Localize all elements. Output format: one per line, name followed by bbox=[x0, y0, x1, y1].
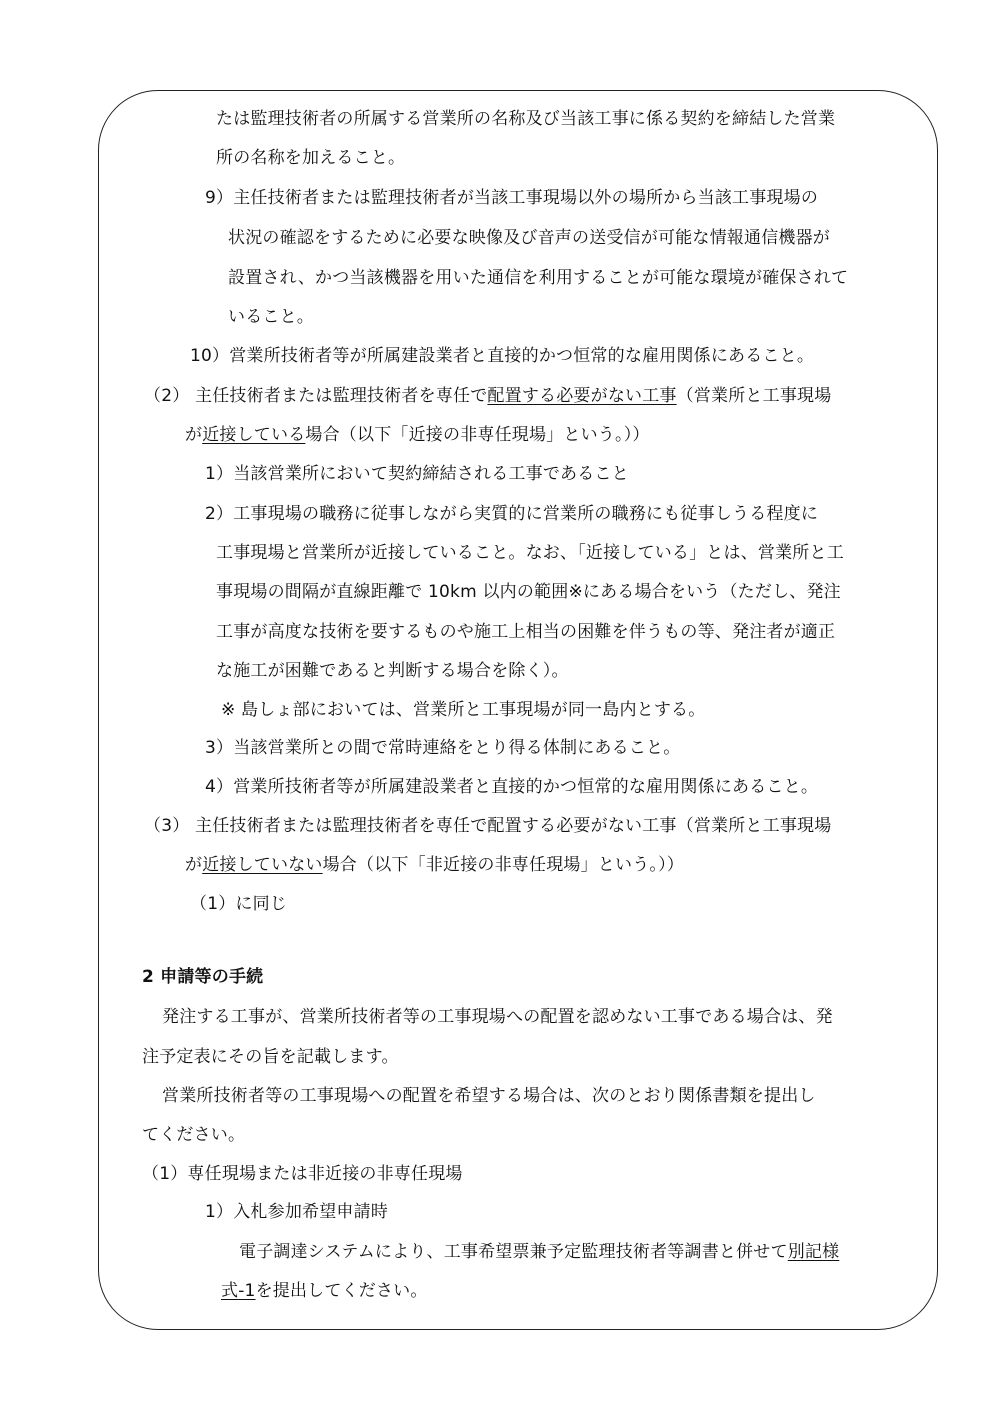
list-item-4: 4）営業所技術者等が所属建設業者と直接的かつ恒常的な雇用関係にあること。 bbox=[205, 777, 819, 797]
list-item-10: 10）営業所技術者等が所属建設業者と直接的かつ恒常的な雇用関係にあること。 bbox=[190, 346, 815, 366]
underlined-text: 配置する必要がない工事 bbox=[487, 386, 677, 406]
paragraph-line: 所の名称を加えること。 bbox=[216, 148, 406, 168]
text-span: （営業所と工事現場 bbox=[676, 386, 832, 406]
note-line: ※ 島しょ部においては、営業所と工事現場が同一島内とする。 bbox=[221, 700, 706, 720]
text-span: （2） 主任技術者または監理技術者を専任で bbox=[144, 386, 488, 406]
section-3-heading: （3） 主任技術者または監理技術者を専任で配置する必要がない工事（営業所と工事現場 bbox=[144, 816, 832, 836]
paragraph-line: （1）に同じ bbox=[190, 894, 288, 914]
paragraph-line: 注予定表にその旨を記載します。 bbox=[142, 1047, 399, 1067]
section-title: 2 申請等の手続 bbox=[142, 967, 264, 987]
paragraph-line: 工事が高度な技術を要するものや施工上相当の困難を伴うもの等、発注者が適正 bbox=[216, 622, 836, 642]
text-span: が bbox=[185, 855, 203, 875]
subsection-heading: （1）専任現場または非近接の非専任現場 bbox=[142, 1164, 463, 1184]
text-span: 電子調達システムにより、工事希望票兼予定監理技術者等調書と併せて bbox=[239, 1242, 788, 1262]
paragraph-line: 営業所技術者等の工事現場への配置を希望する場合は、次のとおり関係書類を提出し bbox=[162, 1086, 816, 1106]
paragraph-line bbox=[239, 1240, 839, 1264]
list-item-1: 1）当該営業所において契約締結される工事であること bbox=[205, 464, 629, 484]
list-item-9: 9）主任技術者または監理技術者が当該工事現場以外の場所から当該工事現場の bbox=[205, 188, 819, 208]
paragraph-line bbox=[185, 423, 650, 447]
text-span: が bbox=[185, 425, 203, 445]
paragraph-line: 事現場の間隔が直線距離で 10km 以内の範囲※にある場合をいう（ただし、発注 bbox=[216, 582, 841, 602]
paragraph-line: 工事現場と営業所が近接していること。なお、「近接している」とは、営業所と工 bbox=[216, 543, 844, 563]
list-item-3: 3）当該営業所との間で常時連絡をとり得る体制にあること。 bbox=[205, 738, 681, 758]
underlined-text: 近接している bbox=[202, 425, 306, 445]
text-span: 場合（以下「非近接の非専任現場」という。）） bbox=[322, 855, 685, 875]
text-span: 場合（以下「近接の非専任現場」という。）） bbox=[305, 425, 650, 445]
paragraph-line: てください。 bbox=[142, 1125, 246, 1145]
list-item-1: 1）入札参加希望申請時 bbox=[205, 1202, 389, 1222]
paragraph-line: 発注する工事が、営業所技術者等の工事現場への配置を認めない工事である場合は、発 bbox=[162, 1007, 833, 1027]
paragraph-line: な施工が困難であると判断する場合を除く）。 bbox=[216, 661, 569, 681]
text-span: を提出してください。 bbox=[255, 1281, 428, 1301]
underlined-text: 式-1 bbox=[221, 1281, 256, 1301]
paragraph-line bbox=[185, 853, 684, 877]
paragraph-line bbox=[221, 1279, 428, 1303]
paragraph-line: たは監理技術者の所属する営業所の名称及び当該工事に係る契約を締結した営業 bbox=[216, 109, 836, 129]
list-item-2: 2）工事現場の職務に従事しながら実質的に営業所の職務にも従事しうる程度に bbox=[205, 504, 819, 524]
underlined-text: 近接していない bbox=[202, 855, 323, 875]
underlined-text: 別記様 bbox=[787, 1242, 840, 1262]
paragraph-line: いること。 bbox=[228, 307, 314, 327]
paragraph-line: 状況の確認をするために必要な映像及び音声の送受信が可能な情報通信機器が bbox=[228, 228, 830, 248]
section-2-heading bbox=[144, 384, 831, 408]
paragraph-line: 設置され、かつ当該機器を用いた通信を利用することが可能な環境が確保されて bbox=[228, 268, 849, 288]
